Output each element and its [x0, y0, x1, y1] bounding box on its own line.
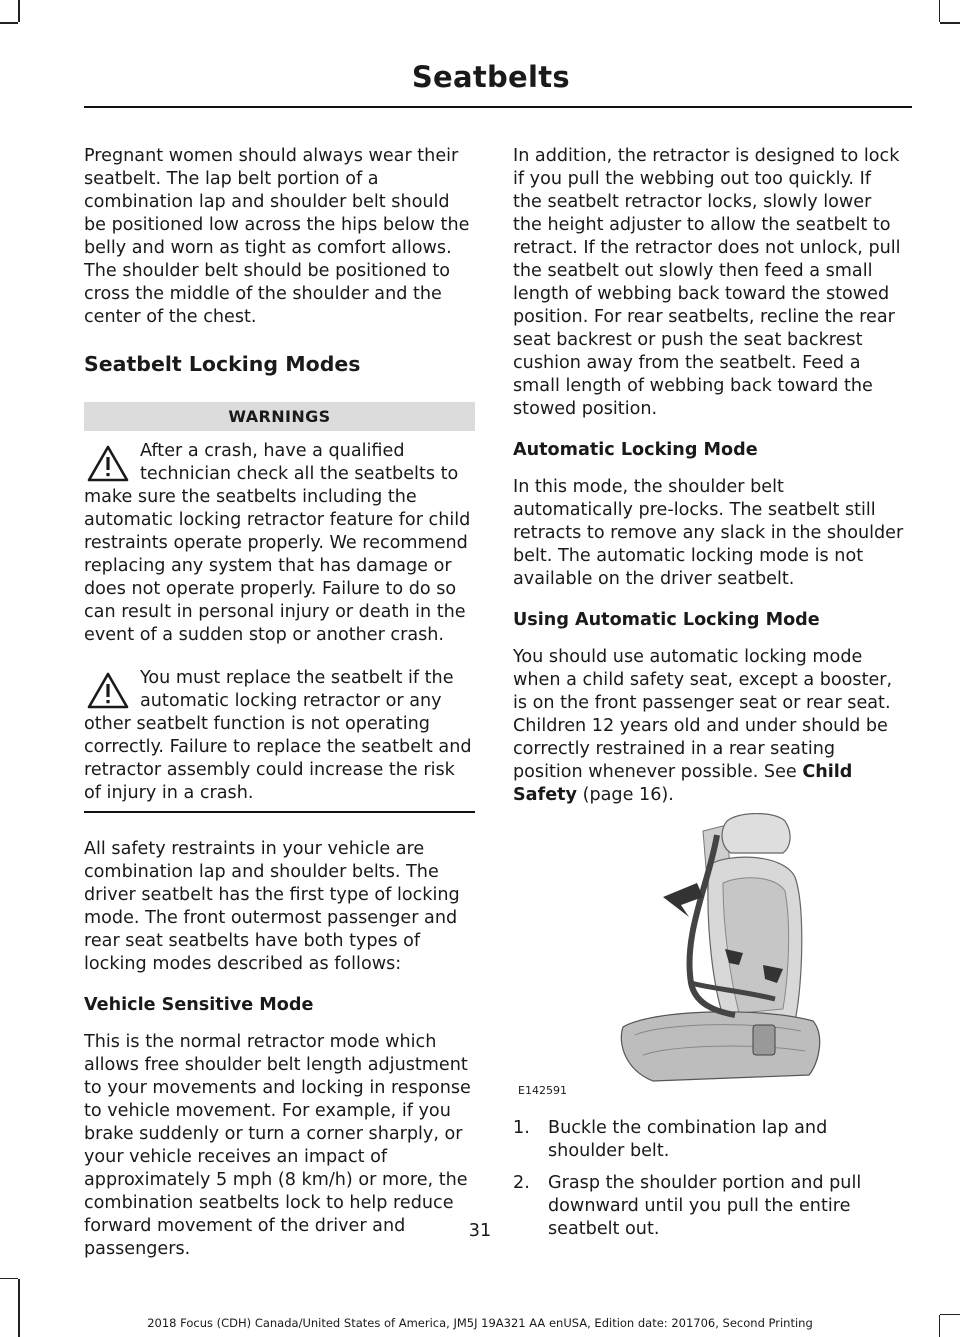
crop-mark [0, 1278, 18, 1280]
crop-mark [940, 22, 960, 24]
vehicle-sensitive-paragraph: This is the normal retractor mode which allows free shoulder belt length adjustment to your movements and locking in response to vehicle movement. For example, if you brake suddenly or turn a corner sharply, or your vehicle receives an impact of approximately 5 mph (8 km/h) or more, the combination seatbelts lock to help reduce forward movement of the driver and passengers. [84, 1031, 471, 1259]
intro-paragraph: Pregnant women should always wear their seatbelt. The lap belt portion of a combination lap and shoulder belt should be positioned low across the hips below the belly and worn as tight as comfort allows. The shoulder belt should be positioned to cross the middle of the shoulder and the center of the chest. [84, 146, 470, 327]
page-number: 31 [468, 1221, 492, 1241]
left-column [84, 145, 475, 1279]
warning-triangle-icon [86, 444, 130, 484]
crop-mark [18, 0, 20, 22]
right-column [513, 145, 904, 1250]
locking-modes-paragraph: All safety restraints in your vehicle are combination lap and shoulder belts. The driver seatbelt has the first type of locking mode. The front outermost passenger and rear seat seatbelts have both types of locking modes described as follows: [84, 838, 460, 974]
warning-text: You must replace the seatbelt if the automatic locking retractor or any other seatbelt function is not operating correctly. Failure to replace the seatbelt and retractor assembly could increase the risk of injury in a crash. [84, 668, 472, 803]
step-number: 1. [513, 1118, 530, 1138]
step-text: Grasp the shoulder portion and pull downward until you pull the entire seatbelt out. [548, 1173, 862, 1239]
crop-mark [940, 1314, 960, 1316]
seatbelt-illustration [513, 813, 904, 1103]
retractor-paragraph: In addition, the retractor is designed to lock if you pull the webbing out too quickly. If the seatbelt retractor locks, slowly lower the height adjuster to allow the seatbelt to retract. If the retractor does not unlock, pull the seatbelt out slowly then feed a small length of webbing back toward the stowed position. For rear seatbelts, recline the rear seat backrest or push the seat backrest cushion away from the seatbelt. Feed a small length of webbing back toward the stowed position. [513, 146, 901, 419]
seat-illustration-icon [513, 813, 904, 1103]
section-heading: Seatbelt Locking Modes [84, 352, 361, 376]
automatic-locking-paragraph: In this mode, the shoulder belt automatically pre-locks. The seatbelt still retracts to remove any slack in the shoulder belt. The automatic locking mode is not available on the driver seatbelt. [513, 477, 904, 589]
step-number: 2. [513, 1173, 530, 1193]
header-divider [84, 106, 912, 108]
using-automatic-locking-paragraph [513, 646, 904, 807]
footer-text: 2018 Focus (CDH) Canada/United States of America, JM5J 19A321 AA enUSA, Edition date: 201706, Second Printing [147, 1316, 813, 1330]
vehicle-sensitive-heading: Vehicle Sensitive Mode [84, 994, 314, 1015]
using-text-after: (page 16). [577, 785, 674, 805]
child-safety-link[interactable]: Child Safety [513, 762, 853, 805]
using-automatic-locking-heading: Using Automatic Locking Mode [513, 610, 820, 630]
warnings-end-divider [84, 811, 475, 813]
step-text: Buckle the combination lap and shoulder belt. [548, 1118, 828, 1161]
list-item [513, 1117, 904, 1163]
page-title: Seatbelts [411, 60, 570, 94]
using-text-before: You should use automatic locking mode when a child safety seat, except a booster, is on the front passenger seat or rear seat. Children 12 years old and under should be correctly restrained in a rear seating position whenever possible. See [513, 647, 893, 782]
warnings-header: WARNINGS [84, 402, 475, 431]
warning-item [84, 667, 475, 805]
automatic-locking-heading: Automatic Locking Mode [513, 440, 758, 460]
warning-item [84, 440, 475, 647]
crop-mark [0, 22, 18, 24]
warning-text: After a crash, have a qualified technician check all the seatbelts to make sure the seatbelts including the automatic locking retractor feature for child restraints operate properly. We recommend replacing any system that has damage or does not operate properly. Failure to do so can result in personal injury or death in the event of a sudden stop or another crash. [84, 441, 471, 645]
crop-mark [939, 0, 941, 22]
warning-triangle-icon [86, 671, 130, 711]
figure-code: E142591 [518, 1084, 567, 1097]
